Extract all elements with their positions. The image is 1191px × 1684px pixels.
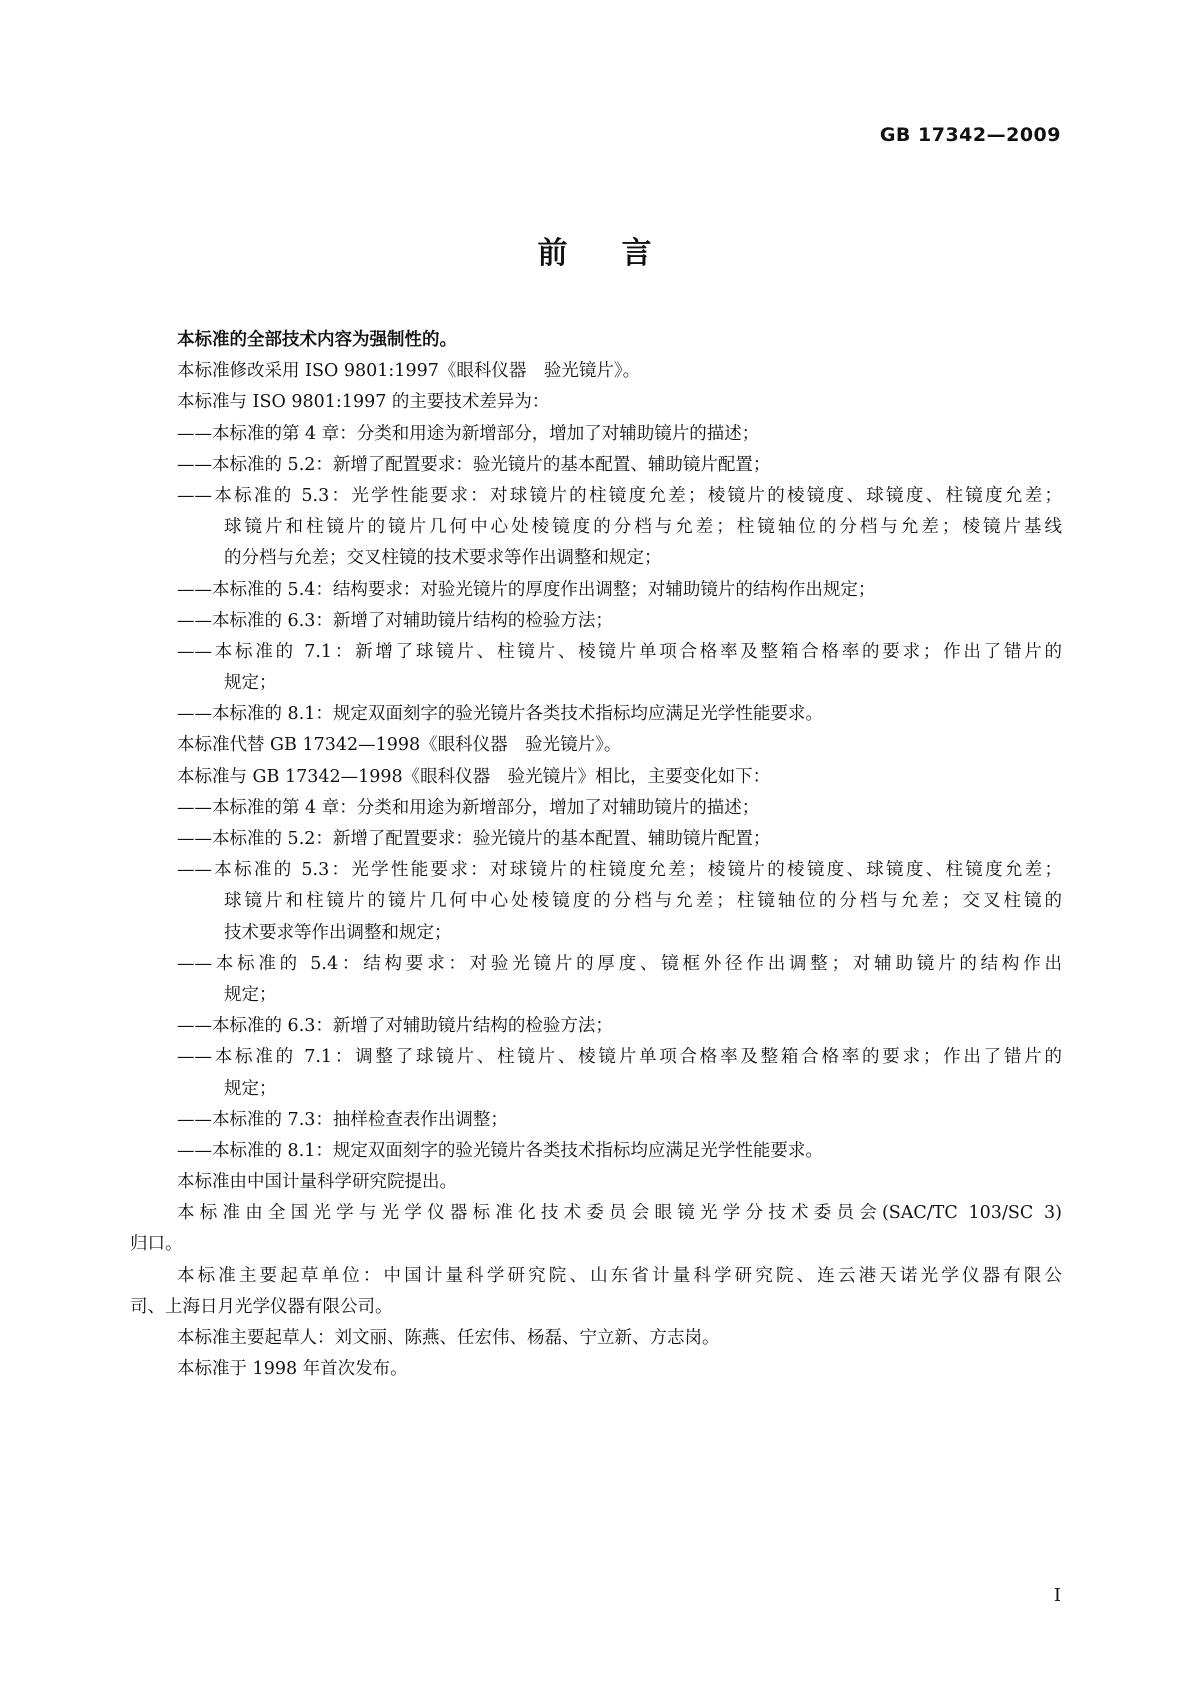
text-line: ——本标准的 8.1：规定双面刻字的验光镜片各类技术指标均应满足光学性能要求。 bbox=[177, 1140, 823, 1161]
text-line: ——本标准的第 4 章：分类和用途为新增部分，增加了对辅助镜片的描述； bbox=[177, 423, 760, 444]
text-line: ——本标准的第 4 章：分类和用途为新增部分，增加了对辅助镜片的描述； bbox=[177, 797, 760, 818]
standard-code: GB 17342—2009 bbox=[879, 124, 1061, 146]
text-line: 规定； bbox=[224, 984, 277, 1005]
text-line: 技术要求等作出调整和规定； bbox=[224, 922, 452, 943]
text-line: ——本标准的 5.2：新增了配置要求：验光镜片的基本配置、辅助镜片配置； bbox=[177, 454, 771, 475]
text-line: ——本标准的 5.3：光学性能要求：对球镜片的柱镜度允差；棱镜片的棱镜度、球镜度、柱镜度允差； bbox=[177, 485, 1062, 506]
text-line: ——本标准的 5.4：结构要求：对验光镜片的厚度作出调整；对辅助镜片的结构作出规定； bbox=[177, 579, 876, 600]
text-line: 球镜片和柱镜片的镜片几何中心处棱镜度的分档与允差；柱镜轴位的分档与允差；棱镜片基线 bbox=[224, 517, 1062, 538]
text-line: 本标准主要起草人：刘文丽、陈燕、任宏伟、杨磊、宁立新、方志岗。 bbox=[177, 1328, 720, 1348]
foreword-body bbox=[130, 325, 1062, 1385]
text-line: ——本标准的 7.3：抽样检查表作出调整； bbox=[177, 1109, 508, 1130]
text-line: 本标准修改采用 ISO 9801:1997《眼科仪器 验光镜片》。 bbox=[177, 361, 641, 382]
text-line: ——本标准的 5.2：新增了配置要求：验光镜片的基本配置、辅助镜片配置； bbox=[177, 829, 771, 849]
text-line: 本标准与 ISO 9801:1997 的主要技术差异为： bbox=[177, 392, 550, 413]
text-line: 本标准代替 GB 17342—1998《眼科仪器 验光镜片》。 bbox=[177, 735, 622, 756]
title-part-2: 言 bbox=[621, 236, 654, 271]
text-line: ——本标准的 6.3：新增了对辅助镜片结构的检验方法； bbox=[177, 1016, 613, 1037]
text-line: 规定； bbox=[224, 673, 277, 694]
text-line: 的分档与允差；交叉柱镜的技术要求等作出调整和规定； bbox=[224, 548, 662, 569]
title-part-1: 前 bbox=[537, 236, 570, 271]
text-line: ——本标准的 6.3：新增了对辅助镜片结构的检验方法； bbox=[177, 610, 613, 631]
text-line: 球镜片和柱镜片的镜片几何中心处棱镜度的分档与允差；柱镜轴位的分档与允差；交叉柱镜的 bbox=[224, 891, 1062, 912]
text-line: ——本标准的 8.1：规定双面刻字的验光镜片各类技术指标均应满足光学性能要求。 bbox=[177, 704, 823, 725]
text-line: 本标准的全部技术内容为强制性的。 bbox=[177, 330, 457, 350]
text-line: 规定； bbox=[224, 1078, 277, 1099]
text-line: 本标准由中国计量科学研究院提出。 bbox=[177, 1172, 457, 1193]
page-title bbox=[0, 228, 1191, 272]
text-line: 本标准于 1998 年首次发布。 bbox=[177, 1359, 408, 1380]
text-line: ——本标准的 7.1：调整了球镜片、柱镜片、棱镜片单项合格率及整箱合格率的要求；作出了错片的 bbox=[177, 1047, 1062, 1068]
text-line: 归口。 bbox=[130, 1234, 183, 1255]
text-line: 本标准主要起草单位：中国计量科学研究院、山东省计量科学研究院、连云港天诺光学仪器有限公 bbox=[177, 1265, 1062, 1286]
text-line: ——本标准的 7.1：新增了球镜片、柱镜片、棱镜片单项合格率及整箱合格率的要求；作出了错片的 bbox=[177, 641, 1062, 662]
page-number: I bbox=[1053, 1585, 1061, 1606]
text-line: 司、上海日月光学仪器有限公司。 bbox=[130, 1296, 393, 1317]
text-line: ——本标准的 5.4：结构要求：对验光镜片的厚度、镜框外径作出调整；对辅助镜片的结构作出 bbox=[177, 953, 1062, 974]
text-line: ——本标准的 5.3：光学性能要求：对球镜片的柱镜度允差；棱镜片的棱镜度、球镜度、柱镜度允差； bbox=[177, 860, 1062, 881]
text-line: 本标准与 GB 17342—1998《眼科仪器 验光镜片》相比，主要变化如下： bbox=[177, 766, 771, 787]
text-line: 本标准由全国光学与光学仪器标准化技术委员会眼镜光学分技术委员会(SAC/TC 103/SC 3) bbox=[177, 1203, 1062, 1224]
